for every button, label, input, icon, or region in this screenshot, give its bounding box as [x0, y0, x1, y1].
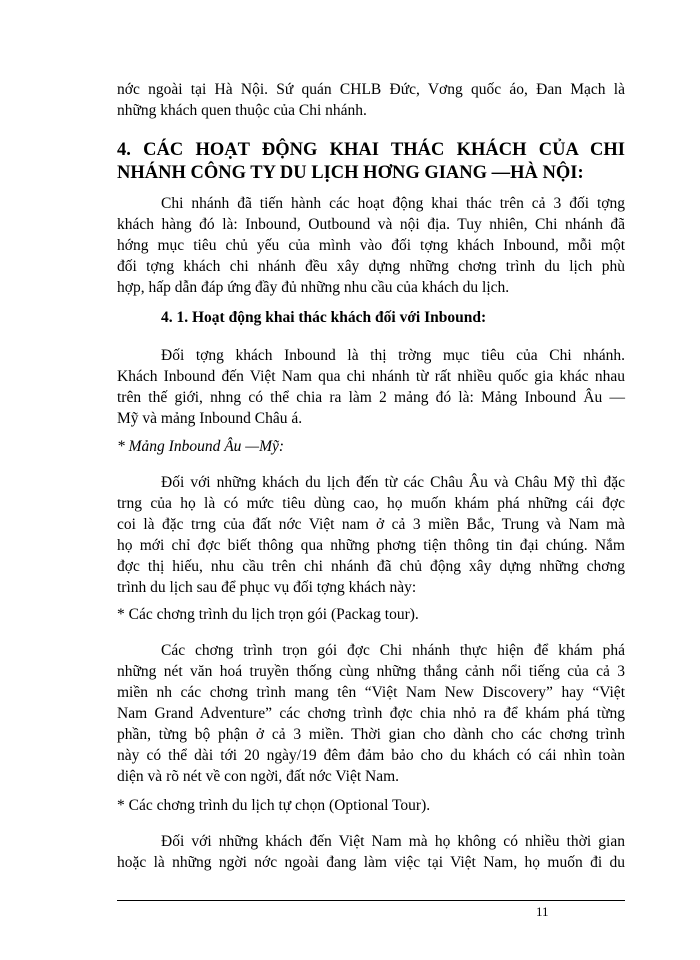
section-heading: [117, 139, 625, 185]
text-line: nớc ngoài tại Hà Nội. Sứ quán CHLB Đức, Vơng quốc áo, Đan Mạch là: [117, 81, 625, 98]
text-line: Khách Inbound đến Việt Nam qua chi nhánh từ rất nhiều quốc gia khác nhau: [117, 368, 625, 385]
paragraph-inbound: [117, 345, 625, 429]
italic-heading: [117, 436, 625, 457]
text-line: đối tợng khách chi nhánh đều xây dựng những chơng trình du lịch phù: [117, 258, 625, 275]
text-line: này có thể dài tới 20 ngày/19 đêm đảm bảo cho du khách có cái nhìn toàn: [117, 747, 625, 764]
text-line: diện và rõ nét về con ngời, đất nớc Việt Nam.: [117, 768, 400, 785]
text-line: Đối với những khách du lịch đến từ các Châu Âu và Châu Mỹ thì đặc: [161, 474, 625, 491]
page-number: 11: [536, 904, 549, 919]
text-line: * Các chơng trình du lịch tự chọn (Optional Tour).: [117, 797, 431, 814]
text-line: những nét văn hoá truyền thống cùng những thắng cảnh nổi tiếng của cả 3: [117, 663, 625, 680]
text-line: Đối tợng khách Inbound là thị trờng mục tiêu của Chi nhánh.: [161, 347, 625, 364]
text-line: coi là đặc trng của đất nớc Việt nam ở cả 3 miền Bắc, Trung và Nam mà: [117, 516, 625, 533]
text-line: hợp, hấp dẫn đáp ứng đầy đủ những nhu cầu của khách du lịch.: [117, 279, 510, 296]
heading-line: NHÁNH CÔNG TY DU LỊCH HƠNG GIANG —HÀ NỘI:: [117, 163, 584, 183]
text-line: trng của họ là có mức tiêu dùng cao, họ muốn khám phá những cái đợc: [117, 495, 625, 512]
text-line: hoặc là những ngời nớc ngoài đang làm việc tại Việt Nam, họ muốn đi du: [117, 854, 625, 871]
text-line: những khách quen thuộc của Chi nhánh.: [117, 102, 367, 119]
text-line: * Các chơng trình du lịch trọn gói (Packag tour).: [117, 606, 419, 623]
heading-line: 4. CÁC HOẠT ĐỘNG KHAI THÁC KHÁCH CỦA CHI: [117, 140, 625, 160]
paragraph-optional-tour: [117, 831, 625, 873]
paragraph-activities: [117, 193, 625, 298]
paragraph-package-tour: [117, 640, 625, 787]
text-line: trình du lịch sau để phục vụ đối tợng khách này:: [117, 579, 417, 596]
paragraph-intro: [117, 79, 625, 121]
text-line: đợc thị hiếu, nhu cầu trên chi nhánh đã chủ động xây dựng những chơng: [117, 558, 625, 575]
text-line: họ mới chỉ đợc biết thông qua những phơng tiện thông tin đại chúng. Nắm: [117, 537, 625, 554]
text-line: Mỹ và mảng Inbound Châu á.: [117, 410, 303, 427]
paragraph-europe-america: [117, 472, 625, 598]
text-line: hớng mục tiêu chủ yếu của mình vào đối tợng khách Inbound, mỗi một: [117, 237, 625, 254]
subsection-heading: [117, 307, 625, 328]
italic-line: * Mảng Inbound Âu —Mỹ:: [117, 438, 285, 455]
text-line: Nam Grand Adventure” các chơng trình đợc chia nhỏ ra để khám phá từng: [117, 705, 625, 722]
text-line: Đối với những khách đến Việt Nam mà họ không có nhiều thời gian: [161, 833, 625, 850]
bullet-package-tour: [117, 604, 625, 625]
footer-divider: [117, 900, 625, 901]
text-line: Các chơng trình trọn gói đợc Chi nhánh thực hiện để khám phá: [161, 642, 625, 659]
text-line: phần, từng bộ phận ở cả 3 miền. Thời gian cho dành cho các chơng trình: [117, 726, 625, 743]
text-line: khách hàng đó là: Inbound, Outbound và nội địa. Tuy nhiên, Chi nhánh đã: [117, 216, 625, 233]
subheading-line: 4. 1. Hoạt động khai thác khách đối với Inbound:: [161, 309, 487, 326]
text-line: miền nh các chơng trình mang tên “Việt Nam New Discovery” hay “Việt: [117, 684, 625, 701]
text-line: trên thế giới, nhng có thể chia ra làm 2 mảng đó là: Mảng Inbound Âu —: [117, 389, 625, 406]
text-line: Chi nhánh đã tiến hành các hoạt động khai thác trên cả 3 đối tợng: [161, 195, 625, 212]
bullet-optional-tour: [117, 795, 625, 816]
